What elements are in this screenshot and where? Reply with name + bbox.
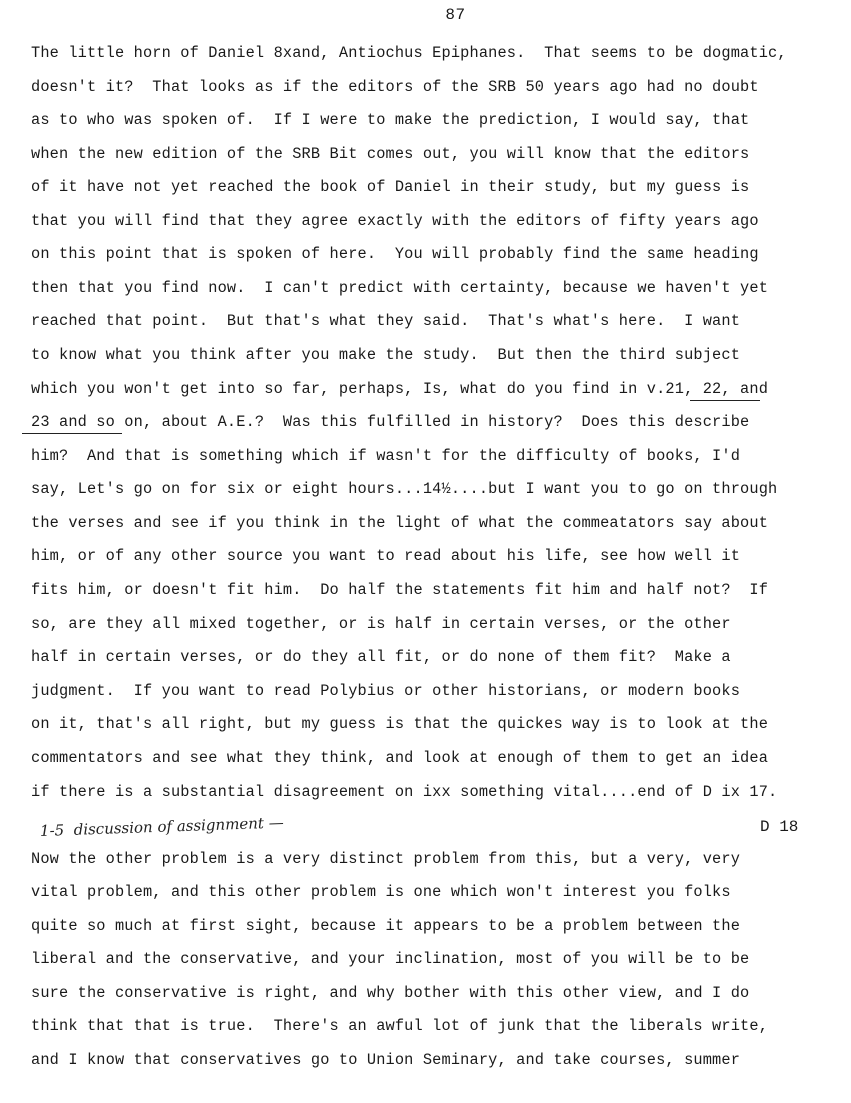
text-line: that you will find that they agree exactly with the editors of fifty years ago bbox=[31, 212, 759, 230]
text-line: commentators and see what they think, and look at enough of them to get an idea bbox=[31, 749, 769, 767]
text-line: vital problem, and this other problem is one which won't interest you folks bbox=[31, 883, 731, 901]
text-line: The little horn of Daniel 8xand, Antiochus Epiphanes. That seems to be dogmatic, bbox=[31, 44, 787, 62]
text-line: on this point that is spoken of here. You will probably find the same heading bbox=[31, 245, 759, 263]
text-line: then that you find now. I can't predict with certainty, because we haven't yet bbox=[31, 279, 769, 297]
page-number: 87 bbox=[445, 6, 466, 24]
text-line: Now the other problem is a very distinct problem from this, but a very, very bbox=[31, 850, 741, 868]
handwritten-underline bbox=[22, 433, 122, 434]
text-line: half in certain verses, or do they all fit, or do none of them fit? Make a bbox=[31, 648, 731, 666]
text-line: so, are they all mixed together, or is half in certain verses, or the other bbox=[31, 615, 731, 633]
text-line: and I know that conservatives go to Union Seminary, and take courses, summer bbox=[31, 1051, 741, 1069]
text-line: think that that is true. There's an awful lot of junk that the liberals write, bbox=[31, 1017, 769, 1035]
handwritten-underline bbox=[690, 400, 760, 401]
text-line: him, or of any other source you want to read about his life, see how well it bbox=[31, 547, 741, 565]
section-label: D 18 bbox=[760, 818, 799, 836]
text-line: liberal and the conservative, and your inclination, most of you will be to be bbox=[31, 950, 750, 968]
text-line: as to who was spoken of. If I were to make the prediction, I would say, that bbox=[31, 111, 750, 129]
text-line: reached that point. But that's what they said. That's what's here. I want bbox=[31, 312, 741, 330]
text-line: sure the conservative is right, and why bother with this other view, and I do bbox=[31, 984, 750, 1002]
text-line: of it have not yet reached the book of Daniel in their study, but my guess is bbox=[31, 178, 750, 196]
text-line: him? And that is something which if wasn't for the difficulty of books, I'd bbox=[31, 447, 741, 465]
text-line: quite so much at first sight, because it appears to be a problem between the bbox=[31, 917, 741, 935]
text-line: doesn't it? That looks as if the editors of the SRB 50 years ago had no doubt bbox=[31, 78, 759, 96]
text-line: judgment. If you want to read Polybius or other historians, or modern books bbox=[31, 682, 741, 700]
text-line: if there is a substantial disagreement on ixx something vital....end of D ix 17. bbox=[31, 783, 778, 801]
text-line: to know what you think after you make the study. But then the third subject bbox=[31, 346, 741, 364]
text-line: 23 and so on, about A.E.? Was this fulfilled in history? Does this describe bbox=[31, 413, 750, 431]
text-line: fits him, or doesn't fit him. Do half the statements fit him and half not? If bbox=[31, 581, 769, 599]
text-line: which you won't get into so far, perhaps, Is, what do you find in v.21, 22, and bbox=[31, 380, 769, 398]
text-line: say, Let's go on for six or eight hours...14½....but I want you to go on through bbox=[31, 480, 778, 498]
text-line: when the new edition of the SRB Bit comes out, you will know that the editors bbox=[31, 145, 750, 163]
handwritten-note: 1-5 discussion of assignment — bbox=[39, 813, 284, 840]
text-line: on it, that's all right, but my guess is that the quickes way is to look at the bbox=[31, 715, 769, 733]
text-line: the verses and see if you think in the light of what the commeatators say about bbox=[31, 514, 769, 532]
